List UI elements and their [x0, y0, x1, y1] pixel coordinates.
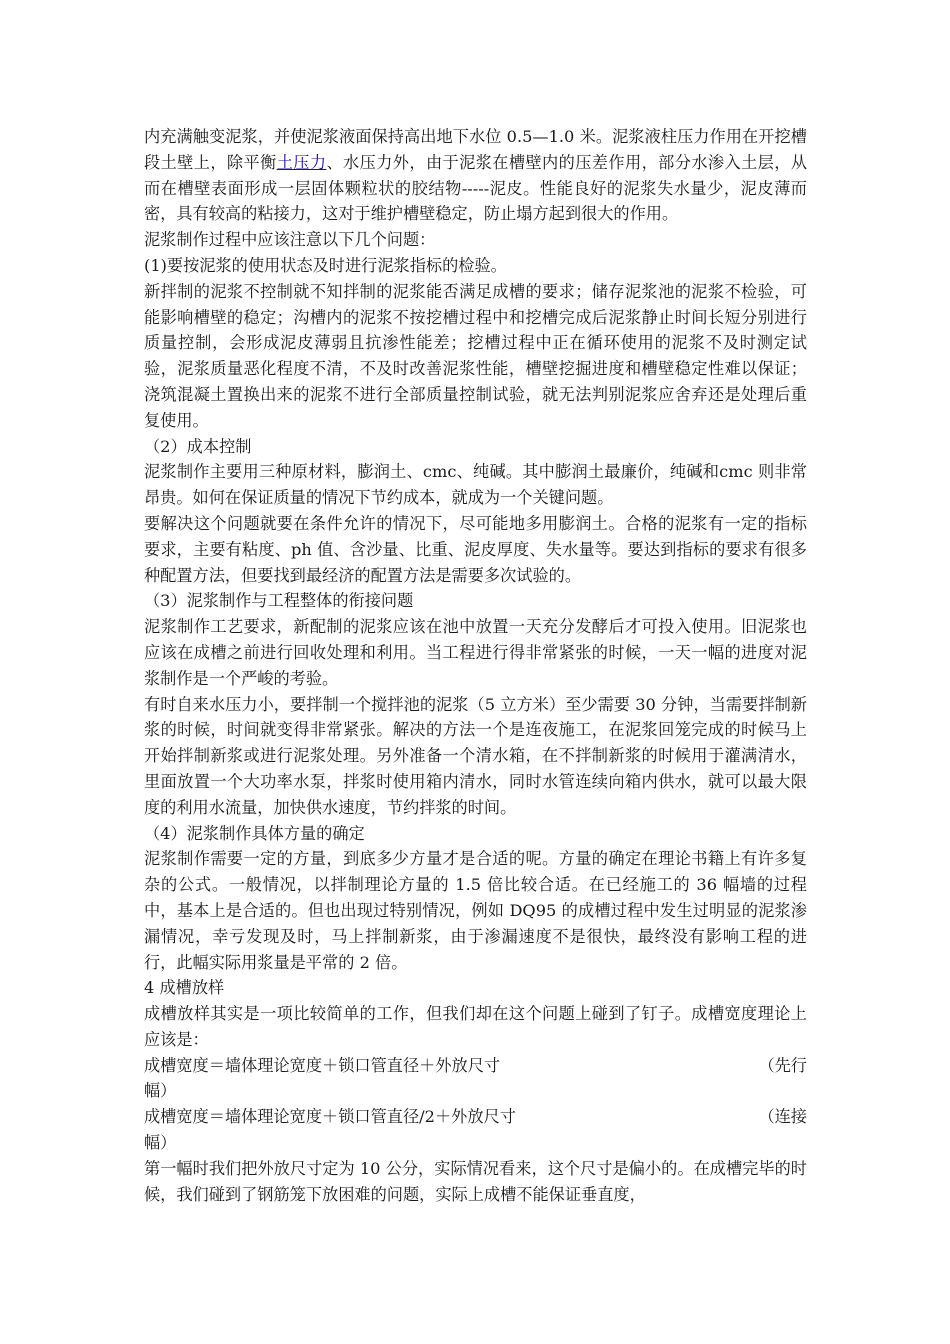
- formula-2-text: 成槽宽度＝墙体理论宽度＋锁口管直径/2＋外放尺寸: [144, 1107, 516, 1127]
- heading-5: 4 成槽放样: [144, 978, 225, 998]
- paragraph-text: 内充满触变泥浆，并使泥浆液面保持高出地下水位 0.5—1.0 米。泥浆液柱压力作用在开挖槽段土壁上，除平衡: [144, 127, 807, 172]
- formula-2-tag: （连接: [758, 1107, 807, 1127]
- paragraph-3a: 泥浆制作工艺要求，新配制的泥浆应该在池中放置一天充分发酵后才可投入使用。旧泥浆也应该在成槽之前进行回收处理和利用。当工程进行得非常紧张的时候，一天一幅的进度对泥浆制作是一个严峻的考验。: [144, 617, 807, 688]
- formula-1-tag: （先行: [758, 1055, 807, 1075]
- paragraph-1: 新拌制的泥浆不控制就不知拌制的泥浆能否满足成槽的要求；储存泥浆池的泥浆不检验，可能影响槽壁的稳定；沟槽内的泥浆不按挖槽过程中和挖槽完成后泥浆静止时间长短分别进行质量控制，会形成泥皮薄弱且抗渗性能差；挖槽过程中正在循环使用的泥浆不及时测定试验，泥浆质量恶化程度不清，不及时改善泥浆性能，槽壁挖掘进度和槽壁稳定性难以保证；浇筑混凝土置换出来的泥浆不进行全部质量控制试验，就无法判别泥浆应舍弃还是处理后重复使用。: [144, 281, 807, 430]
- formula-1-tail: 幅）: [144, 1081, 177, 1101]
- heading-1: (1)要按泥浆的使用状态及时进行泥浆指标的检验。: [144, 255, 507, 275]
- paragraph-4: 泥浆制作需要一定的方量，到底多少方量才是合适的呢。方量的确定在理论书籍上有许多复杂的公式。一般情况，以拌制理论方量的 1.5 倍比较合适。在已经施工的 36 幅墙的过程中，基本上是合适的。但也出现过特别情况，例如 DQ95 的成槽过程中发生过明显的泥浆渗漏情况，幸亏发现及时，马上拌制新浆，由于渗漏速度不是很快，最终没有影响工程的进行，此幅实际用浆量是平常的 2 倍。: [144, 849, 807, 972]
- paragraph-intro-slurry: [144, 124, 807, 227]
- paragraph-3b: 有时自来水压力小，要拌制一个搅拌池的泥浆（5 立方米）至少需要 30 分钟，当需要拌制新浆的时候，时间就变得非常紧张。解决的方法一个是连夜施工，在泥浆回笼完成的时候马上开始拌制新浆或进行泥浆处理。另外准备一个清水箱，在不拌制新浆的时候用于灌满清水，里面放置一个大功率水泵，拌浆时使用箱内清水，同时水管连续向箱内供水，就可以最大限度的利用水流量，加快供水速度，节约拌浆的时间。: [144, 694, 807, 817]
- paragraph-6: 第一幅时我们把外放尺寸定为 10 公分，实际情况看来，这个尺寸是偏小的。在成槽完毕的时候，我们碰到了钢筋笼下放困难的问题，实际上成槽不能保证垂直度，: [144, 1158, 807, 1204]
- formula-1: [144, 1053, 807, 1079]
- paragraph-2a: 泥浆制作主要用三种原材料，膨润土、cmc、纯碱。其中膨润土最廉价，纯碱和cmc 则非常昂贵。如何在保证质量的情况下节约成本，就成为一个关键问题。: [144, 462, 807, 508]
- heading-3: （3）泥浆制作与工程整体的衔接问题: [144, 591, 414, 611]
- paragraph-text: 、水压力外，由于泥浆在槽壁内的压差作用，部分水渗入土层，从而在槽壁表面形成一层固体颗粒状的胶结物-----泥皮。性能良好的泥浆失水量少，泥皮薄而密，具有较高的粘接力，这对于维护槽壁稳定，防止塌方起到很大的作用。: [144, 152, 808, 224]
- paragraph-2b: 要解决这个问题就要在条件允许的情况下，尽可能地多用膨润土。合格的泥浆有一定的指标要求，主要有粘度、ph 值、含沙量、比重、泥皮厚度、失水量等。要达到指标的要求有很多种配置方法，但要找到最经济的配置方法是需要多次试验的。: [144, 513, 807, 585]
- heading-2: （2）成本控制: [144, 436, 252, 456]
- formula-1-text: 成槽宽度＝墙体理论宽度＋锁口管直径＋外放尺寸: [144, 1055, 501, 1075]
- intro-line: 泥浆制作过程中应该注意以下几个问题：: [144, 230, 436, 250]
- formula-2-tail: 幅）: [144, 1133, 177, 1153]
- document-page: [144, 124, 807, 1207]
- paragraph-5: 成槽放样其实是一项比较简单的工作，但我们却在这个问题上碰到了钉子。成槽宽度理论上应该是：: [144, 1004, 807, 1049]
- earth-pressure-link[interactable]: 土压力: [276, 152, 327, 172]
- heading-4: （4）泥浆制作具体方量的确定: [144, 823, 365, 843]
- formula-2: [144, 1104, 807, 1130]
